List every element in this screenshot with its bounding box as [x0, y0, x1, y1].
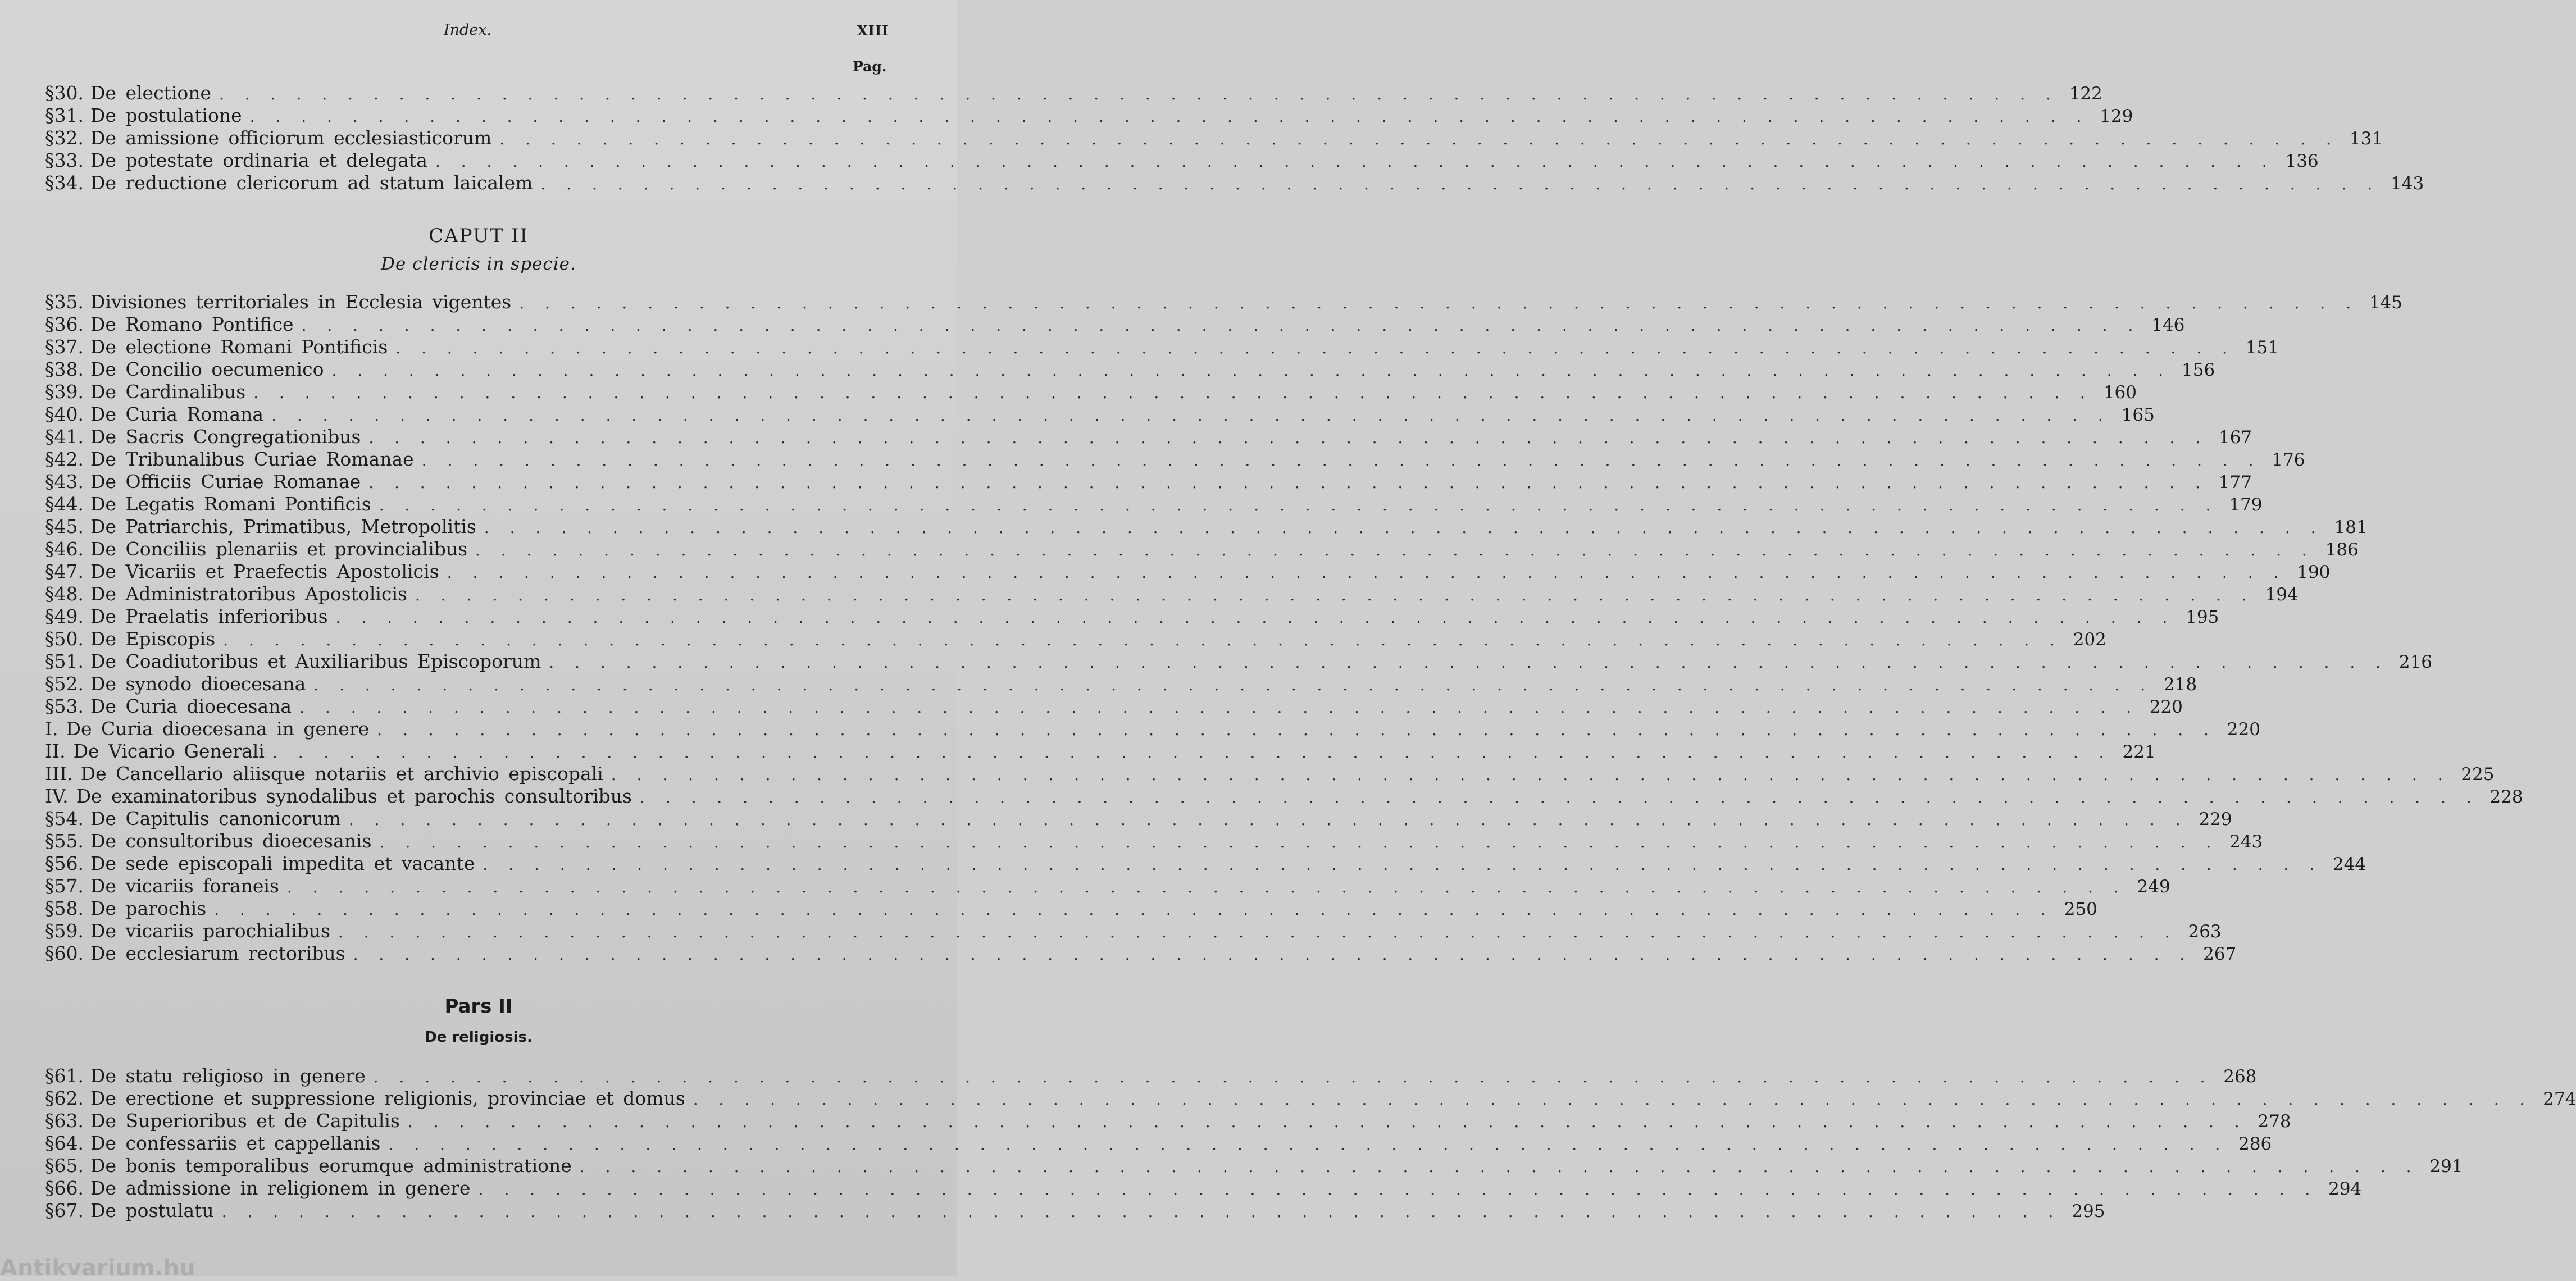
- entry-number: 36.: [54, 313, 84, 335]
- toc-entry: [45, 808, 2232, 830]
- entry-title: De bonis temporalibus eorumque administratione: [90, 1155, 572, 1177]
- section-sign: §: [45, 830, 54, 852]
- entry-page: 216: [2398, 652, 2433, 672]
- entry-title: De examinatoribus synodalibus et parochis consultoribus: [76, 785, 632, 807]
- entry-page: 195: [2186, 607, 2219, 627]
- entry-title: De Praelatis inferioribus: [90, 605, 328, 627]
- entry-number: 47.: [54, 560, 84, 582]
- dot-leader: . . . . . . . . . . . . . . . . . . . . . . . . . . . . . . . . . . . . . . . . . . . . . . . . . . . . . . . . . . . . . . . . . . . . . . . .: [223, 631, 2063, 649]
- dot-leader: . . . . . . . . . . . . . . . . . . . . . . . . . . . . . . . . . . . . . . . . . . . . . . . . . . . . . . . . . . . . . . . . . . . . . . . .: [395, 339, 2236, 357]
- entry-page: 250: [2064, 899, 2097, 919]
- toc-entry: [45, 336, 2279, 358]
- entry-page: 190: [2297, 562, 2331, 582]
- dot-leader: . . . . . . . . . . . . . . . . . . . . . . . . . . . . . . . . . . . . . . . . . . . . . . . . . . . . . . . . . . . . . . . . . . . . . . . .: [483, 855, 2323, 874]
- toc-entry: [45, 381, 2137, 403]
- section-sign: §: [45, 673, 54, 695]
- entry-title: De Conciliis plenariis et provincialibus: [90, 538, 468, 560]
- section-sign: §: [45, 516, 54, 537]
- toc-entry: [45, 1110, 2291, 1132]
- entry-title: De Superioribus et de Capitulis: [90, 1110, 400, 1132]
- toc-entry: [45, 104, 2133, 127]
- dot-leader: . . . . . . . . . . . . . . . . . . . . . . . . . . . . . . . . . . . . . . . . . . . . . . . . . . . . . . . . . . . . . . . . . . . . . . . .: [299, 698, 2139, 717]
- dot-leader: . . . . . . . . . . . . . . . . . . . . . . . . . . . . . . . . . . . . . . . . . . . . . . . . . . . . . . . . . . . . . . . . . . . . . . . .: [301, 316, 2141, 335]
- entry-title: De Vicario Generali: [73, 740, 265, 762]
- entry-page: 194: [2265, 585, 2299, 605]
- toc-entry: [45, 149, 2319, 172]
- entry-number: 52.: [54, 673, 84, 695]
- entry-title: De sede episcopali impedita et vacante: [90, 853, 475, 874]
- entry-title: De statu religioso in genere: [90, 1065, 366, 1087]
- entry-number: 49.: [54, 605, 84, 627]
- entry-page: 220: [2149, 697, 2183, 717]
- entry-title: De postulatione: [90, 104, 242, 126]
- dot-leader: . . . . . . . . . . . . . . . . . . . . . . . . . . . . . . . . . . . . . . . . . . . . . . . . . . . . . . . . . . . . . . . . . . . . . . . .: [272, 743, 2112, 762]
- entry-page: 151: [2245, 338, 2279, 358]
- section-sign: §: [45, 104, 54, 126]
- section-sign: §: [45, 1177, 54, 1199]
- entry-title: De Curia dioecesana: [90, 695, 292, 717]
- dot-leader: . . . . . . . . . . . . . . . . . . . . . . . . . . . . . . . . . . . . . . . . . . . . . . . . . . . . . . . . . . . . . . . . . . . . . . . .: [219, 85, 2059, 103]
- toc-block-3: [45, 808, 2366, 965]
- entry-page: 177: [2218, 472, 2252, 493]
- dot-leader: . . . . . . . . . . . . . . . . . . . . . . . . . . . . . . . . . . . . . . . . . . . . . . . . . . . . . . . . . . . . . . . . . . . . . . . .: [249, 107, 2090, 126]
- dot-leader: . . . . . . . . . . . . . . . . . . . . . . . . . . . . . . . . . . . . . . . . . . . . . . . . . . . . . . . . . . . . . . . . . . . . . . . .: [377, 721, 2217, 739]
- entry-title: De electione: [90, 82, 212, 104]
- entry-number: 55.: [54, 830, 84, 852]
- dot-leader: . . . . . . . . . . . . . . . . . . . . . . . . . . . . . . . . . . . . . . . . . . . . . . . . . . . . . . . . . . . . . . . . . . . . . . . .: [388, 1135, 2228, 1154]
- toc-entry: [45, 313, 2185, 336]
- entry-number: 54.: [54, 808, 84, 829]
- entry-page: 186: [2325, 540, 2359, 560]
- entry-title: De confessariis et cappellanis: [90, 1132, 381, 1154]
- dot-leader: . . . . . . . . . . . . . . . . . . . . . . . . . . . . . . . . . . . . . . . . . . . . . . . . . . . . . . . . . . . . . . . . . . . . . . . .: [353, 945, 2193, 964]
- entry-title: De Sacris Congregationibus: [90, 426, 361, 448]
- dot-leader: . . . . . . . . . . . . . . . . . . . . . . . . . . . . . . . . . . . . . . . . . . . . . . . . . . . . . . . . . . . . . . . . . . . . . . . .: [335, 608, 2176, 627]
- dot-leader: . . . . . . . . . . . . . . . . . . . . . . . . . . . . . . . . . . . . . . . . . . . . . . . . . . . . . . . . . . . . . . . . . . . . . . . .: [271, 406, 2111, 425]
- entry-page: 136: [2285, 151, 2319, 171]
- section-sign: §: [45, 942, 54, 964]
- toc-entry: [45, 127, 2383, 149]
- entry-title: De Vicariis et Praefectis Apostolicis: [90, 560, 439, 582]
- entry-page: 228: [2489, 787, 2523, 807]
- dot-leader: . . . . . . . . . . . . . . . . . . . . . . . . . . . . . . . . . . . . . . . . . . . . . . . . . . . . . . . . . . . . . . . . . . . . . . . .: [407, 1113, 2247, 1131]
- section-sign: §: [45, 695, 54, 717]
- toc-entry: [45, 493, 2263, 516]
- dot-leader: . . . . . . . . . . . . . . . . . . . . . . . . . . . . . . . . . . . . . . . . . . . . . . . . . . . . . . . . . . . . . . . . . . . . . . . .: [579, 1157, 2419, 1176]
- entry-page: 225: [2461, 764, 2495, 785]
- entry-number: 39.: [54, 381, 84, 403]
- dot-leader: . . . . . . . . . . . . . . . . . . . . . . . . . . . . . . . . . . . . . . . . . . . . . . . . . . . . . . . . . . . . . . . . . . . . . . . .: [519, 294, 2359, 312]
- section-sign: §: [45, 172, 54, 194]
- entry-page: 146: [2151, 315, 2185, 335]
- entry-number: 48.: [54, 583, 84, 605]
- entry-page: 268: [2223, 1066, 2257, 1087]
- entry-title: De Officiis Curiae Romanae: [90, 471, 361, 493]
- section-sign: §: [45, 358, 54, 380]
- pars-heading: Pars II: [444, 995, 513, 1018]
- entry-title: De Administratoribus Apostolicis: [90, 583, 407, 605]
- toc-entry: [45, 448, 2305, 471]
- entry-number: 37.: [54, 336, 84, 358]
- dot-leader: . . . . . . . . . . . . . . . . . . . . . . . . . . . . . . . . . . . . . . . . . . . . . . . . . . . . . . . . . . . . . . . . . . . . . . . .: [373, 1068, 2213, 1086]
- caput-heading: CAPUT II: [429, 225, 529, 247]
- section-sign: §: [45, 605, 54, 627]
- dot-leader: . . . . . . . . . . . . . . . . . . . . . . . . . . . . . . . . . . . . . . . . . . . . . . . . . . . . . . . . . . . . . . . . . . . . . . . .: [693, 1090, 2533, 1109]
- toc-entry: [45, 830, 2263, 853]
- dot-leader: . . . . . . . . . . . . . . . . . . . . . . . . . . . . . . . . . . . . . . . . . . . . . . . . . . . . . . . . . . . . . . . . . . . . . . . .: [331, 361, 2172, 380]
- entry-number: 63.: [54, 1110, 84, 1132]
- entry-page: 267: [2203, 944, 2237, 964]
- entry-number: 32.: [54, 127, 84, 149]
- dot-leader: . . . . . . . . . . . . . . . . . . . . . . . . . . . . . . . . . . . . . . . . . . . . . . . . . . . . . . . . . . . . . . . . . . . . . . . .: [368, 428, 2209, 447]
- toc-entry: [45, 1065, 2257, 1087]
- entry-title: De Cancellario aliisque notariis et archivio episcopali: [80, 763, 603, 785]
- entry-number: 31.: [54, 104, 84, 126]
- entry-title: De admissione in religionem in genere: [90, 1177, 471, 1199]
- dot-leader: . . . . . . . . . . . . . . . . . . . . . . . . . . . . . . . . . . . . . . . . . . . . . . . . . . . . . . . . . . . . . . . . . . . . . . . .: [421, 451, 2261, 469]
- entry-page: 165: [2121, 405, 2155, 425]
- dot-leader: . . . . . . . . . . . . . . . . . . . . . . . . . . . . . . . . . . . . . . . . . . . . . . . . . . . . . . . . . . . . . . . . . . . . . . . .: [379, 496, 2219, 514]
- toc-entry: [45, 172, 2424, 194]
- entry-number: 51.: [54, 650, 84, 672]
- section-sign: §: [45, 313, 54, 335]
- caput-subtitle: De clericis in specie.: [381, 254, 576, 274]
- entry-title: De Patriarchis, Primatibus, Metropolitis: [90, 516, 476, 537]
- toc-block-2: [45, 291, 2433, 718]
- entry-page: 220: [2227, 719, 2260, 740]
- entry-page: 263: [2188, 922, 2222, 942]
- dot-leader: . . . . . . . . . . . . . . . . . . . . . . . . . . . . . . . . . . . . . . . . . . . . . . . . . . . . . . . . . . . . . . . . . . . . . . . .: [368, 473, 2208, 492]
- section-sign: §: [45, 538, 54, 560]
- section-sign: §: [45, 1065, 54, 1087]
- toc-entry: [45, 403, 2155, 426]
- entry-title: De electione Romani Pontificis: [90, 336, 388, 358]
- entry-page: 131: [2349, 129, 2383, 149]
- entry-number: 67.: [54, 1200, 84, 1221]
- entry-page: 179: [2229, 495, 2263, 515]
- toc-entry: [45, 897, 2097, 920]
- section-sign: §: [45, 426, 54, 448]
- toc-entry: [45, 875, 2170, 897]
- entry-number: 34.: [54, 172, 84, 194]
- entry-title: De consultoribus dioecesanis: [90, 830, 372, 852]
- dot-leader: . . . . . . . . . . . . . . . . . . . . . . . . . . . . . . . . . . . . . . . . . . . . . . . . . . . . . . . . . . . . . . . . . . . . . . . .: [549, 653, 2389, 672]
- entry-number: 35.: [54, 291, 84, 313]
- dot-leader: . . . . . . . . . . . . . . . . . . . . . . . . . . . . . . . . . . . . . . . . . . . . . . . . . . . . . . . . . . . . . . . . . . . . . . . .: [447, 563, 2287, 582]
- section-sign: §: [45, 650, 54, 672]
- section-sign: §: [45, 291, 54, 313]
- section-sign: §: [45, 875, 54, 897]
- dot-leader: . . . . . . . . . . . . . . . . . . . . . . . . . . . . . . . . . . . . . . . . . . . . . . . . . . . . . . . . . . . . . . . . . . . . . . . .: [540, 175, 2381, 193]
- entry-number: 65.: [54, 1155, 84, 1177]
- section-sign: §: [45, 1110, 54, 1132]
- entry-roman: IV.: [45, 785, 69, 807]
- section-sign: §: [45, 628, 54, 650]
- entry-number: 66.: [54, 1177, 84, 1199]
- section-sign: §: [45, 1087, 54, 1109]
- dot-leader: . . . . . . . . . . . . . . . . . . . . . . . . . . . . . . . . . . . . . . . . . . . . . . . . . . . . . . . . . . . . . . . . . . . . . . . .: [286, 878, 2127, 896]
- pars-subtitle: De religiosis.: [425, 1029, 533, 1046]
- entry-page: 129: [2100, 106, 2133, 126]
- entry-title: De potestate ordinaria et delegata: [90, 149, 427, 171]
- entry-title: De Legatis Romani Pontificis: [90, 493, 371, 515]
- toc-entry: [45, 1155, 2463, 1177]
- toc-entry: [45, 471, 2252, 493]
- toc-entry: [45, 763, 2495, 785]
- entry-number: 45.: [54, 516, 84, 537]
- toc-entry: [45, 785, 2523, 808]
- section-sign: §: [45, 381, 54, 403]
- entry-number: 56.: [54, 853, 84, 874]
- section-sign: §: [45, 82, 54, 104]
- entry-number: 30.: [54, 82, 84, 104]
- toc-entry: [45, 1200, 2105, 1222]
- entry-title: De Romano Pontifice: [90, 313, 294, 335]
- entry-number: 57.: [54, 875, 84, 897]
- toc-entry: [45, 1132, 2272, 1155]
- entry-title: De vicariis foraneis: [90, 875, 279, 897]
- dot-leader: . . . . . . . . . . . . . . . . . . . . . . . . . . . . . . . . . . . . . . . . . . . . . . . . . . . . . . . . . . . . . . . . . . . . . . . .: [221, 1202, 2061, 1221]
- entry-page: 176: [2272, 450, 2305, 470]
- toc-entry: [45, 583, 2299, 605]
- entry-page: 156: [2182, 360, 2215, 380]
- page-number: XIII: [857, 22, 889, 39]
- entry-title: De Tribunalibus Curiae Romanae: [90, 448, 414, 470]
- entry-page: 278: [2258, 1111, 2291, 1132]
- dot-leader: . . . . . . . . . . . . . . . . . . . . . . . . . . . . . . . . . . . . . . . . . . . . . . . . . . . . . . . . . . . . . . . . . . . . . . . .: [478, 1180, 2318, 1198]
- entry-page: 295: [2072, 1201, 2105, 1221]
- toc-entry: [45, 560, 2331, 583]
- toc-entry: [45, 695, 2183, 718]
- entry-number: 33.: [54, 149, 84, 171]
- section-sign: §: [45, 336, 54, 358]
- dot-leader: . . . . . . . . . . . . . . . . . . . . . . . . . . . . . . . . . . . . . . . . . . . . . . . . . . . . . . . . . . . . . . . . . . . . . . . .: [475, 541, 2315, 559]
- entry-title: De amissione officiorum ecclesiasticorum: [90, 127, 492, 149]
- entry-page: 181: [2334, 517, 2368, 537]
- entry-roman: I.: [45, 718, 58, 740]
- toc-entry: [45, 1177, 2362, 1200]
- entry-title: De Curia Romana: [90, 403, 264, 425]
- entry-roman: II.: [45, 740, 66, 762]
- toc-entry: [45, 740, 2156, 763]
- toc-entry: [45, 718, 2260, 740]
- entry-title: De vicariis parochialibus: [90, 920, 330, 942]
- entry-title: De Curia dioecesana in genere: [66, 718, 370, 740]
- section-sign: §: [45, 403, 54, 425]
- toc-entry: [45, 516, 2368, 538]
- toc-block-2-sub: [45, 718, 2523, 808]
- entry-number: 42.: [54, 448, 84, 470]
- entry-number: 61.: [54, 1065, 84, 1087]
- dot-leader: . . . . . . . . . . . . . . . . . . . . . . . . . . . . . . . . . . . . . . . . . . . . . . . . . . . . . . . . . . . . . . . . . . . . . . . .: [348, 810, 2188, 829]
- entry-page: 122: [2069, 84, 2102, 104]
- entry-page: 145: [2369, 293, 2402, 313]
- dot-leader: . . . . . . . . . . . . . . . . . . . . . . . . . . . . . . . . . . . . . . . . . . . . . . . . . . . . . . . . . . . . . . . . . . . . . . . .: [484, 518, 2324, 537]
- entry-page: 291: [2429, 1156, 2463, 1177]
- entry-number: 44.: [54, 493, 84, 515]
- toc-entry: [45, 291, 2402, 313]
- toc-entry: [45, 942, 2237, 965]
- toc-entry: [45, 538, 2359, 560]
- entry-page: 221: [2122, 742, 2156, 762]
- entry-number: 50.: [54, 628, 84, 650]
- entry-page: 229: [2199, 809, 2232, 829]
- entry-page: 243: [2229, 832, 2263, 852]
- entry-title: De postulatu: [90, 1200, 214, 1221]
- entry-number: 58.: [54, 897, 84, 919]
- section-sign: §: [45, 448, 54, 470]
- entry-number: 62.: [54, 1087, 84, 1109]
- entry-page: 286: [2238, 1134, 2272, 1154]
- entry-title: De Cardinalibus: [90, 381, 246, 403]
- entry-page: 244: [2332, 854, 2366, 874]
- running-head: [0, 21, 957, 44]
- entry-title: De reductione clericorum ad statum laicalem: [90, 172, 533, 194]
- section-sign: §: [45, 583, 54, 605]
- toc-entry: [45, 358, 2215, 381]
- section-sign: §: [45, 149, 54, 171]
- toc-entry: [45, 628, 2106, 650]
- section-sign: §: [45, 897, 54, 919]
- section-sign: §: [45, 1155, 54, 1177]
- entry-number: 60.: [54, 942, 84, 964]
- section-sign: §: [45, 560, 54, 582]
- entry-page: 274: [2543, 1089, 2576, 1109]
- entry-title: De Capitulis canonicorum: [90, 808, 341, 829]
- entry-title: De ecclesiarum rectoribus: [90, 942, 345, 964]
- entry-title: Divisiones territoriales in Ecclesia vigentes: [90, 291, 512, 313]
- entry-page: 249: [2137, 877, 2170, 897]
- section-sign: §: [45, 920, 54, 942]
- running-title: Index.: [444, 21, 492, 39]
- toc-entry: [45, 673, 2197, 695]
- toc-entry: [45, 82, 2102, 104]
- entry-page: 202: [2073, 630, 2106, 650]
- section-sign: §: [45, 471, 54, 493]
- entry-page: 167: [2218, 427, 2252, 448]
- toc-entry: [45, 426, 2252, 448]
- entry-number: 41.: [54, 426, 84, 448]
- dot-leader: . . . . . . . . . . . . . . . . . . . . . . . . . . . . . . . . . . . . . . . . . . . . . . . . . . . . . . . . . . . . . . . . . . . . . . . .: [415, 586, 2255, 604]
- entry-title: De erectione et suppressione religionis, provinciae et domus: [90, 1087, 685, 1109]
- entry-page: 218: [2163, 674, 2197, 695]
- dot-leader: . . . . . . . . . . . . . . . . . . . . . . . . . . . . . . . . . . . . . . . . . . . . . . . . . . . . . . . . . . . . . . . . . . . . . . . .: [435, 152, 2275, 171]
- toc-entry: [45, 650, 2433, 673]
- dot-leader: . . . . . . . . . . . . . . . . . . . . . . . . . . . . . . . . . . . . . . . . . . . . . . . . . . . . . . . . . . . . . . . . . . . . . . . .: [313, 676, 2154, 694]
- section-sign: §: [45, 127, 54, 149]
- entry-title: De Episcopis: [90, 628, 216, 650]
- toc-entry: [45, 920, 2222, 942]
- dot-leader: . . . . . . . . . . . . . . . . . . . . . . . . . . . . . . . . . . . . . . . . . . . . . . . . . . . . . . . . . . . . . . . . . . . . . . . .: [611, 765, 2451, 784]
- entry-title: De Concilio oecumenico: [90, 358, 324, 380]
- dot-leader: . . . . . . . . . . . . . . . . . . . . . . . . . . . . . . . . . . . . . . . . . . . . . . . . . . . . . . . . . . . . . . . . . . . . . . . .: [253, 384, 2093, 402]
- entry-page: 160: [2103, 382, 2137, 403]
- pag-label: Pag.: [853, 58, 887, 75]
- entry-number: 40.: [54, 403, 84, 425]
- toc-block-1: [45, 82, 2424, 194]
- entry-number: 53.: [54, 695, 84, 717]
- dot-leader: . . . . . . . . . . . . . . . . . . . . . . . . . . . . . . . . . . . . . . . . . . . . . . . . . . . . . . . . . . . . . . . . . . . . . . . .: [379, 833, 2219, 851]
- section-sign: §: [45, 493, 54, 515]
- entry-title: De synodo dioecesana: [90, 673, 306, 695]
- dot-leader: . . . . . . . . . . . . . . . . . . . . . . . . . . . . . . . . . . . . . . . . . . . . . . . . . . . . . . . . . . . . . . . . . . . . . . . .: [214, 900, 2054, 919]
- section-sign: §: [45, 1132, 54, 1154]
- entry-number: 59.: [54, 920, 84, 942]
- toc-entry: [45, 605, 2219, 628]
- dot-leader: . . . . . . . . . . . . . . . . . . . . . . . . . . . . . . . . . . . . . . . . . . . . . . . . . . . . . . . . . . . . . . . . . . . . . . . .: [499, 130, 2340, 148]
- section-sign: §: [45, 808, 54, 829]
- entry-number: 46.: [54, 538, 84, 560]
- entry-number: 43.: [54, 471, 84, 493]
- entry-roman: III.: [45, 763, 73, 785]
- entry-title: De parochis: [90, 897, 207, 919]
- entry-page: 294: [2328, 1179, 2362, 1199]
- toc-block-4: [45, 1065, 2576, 1222]
- section-sign: §: [45, 853, 54, 874]
- toc-entry: [45, 1087, 2576, 1110]
- toc-entry: [45, 853, 2366, 875]
- dot-leader: . . . . . . . . . . . . . . . . . . . . . . . . . . . . . . . . . . . . . . . . . . . . . . . . . . . . . . . . . . . . . . . . . . . . . . . .: [639, 788, 2479, 806]
- section-sign: §: [45, 1200, 54, 1221]
- entry-title: De Coadiutoribus et Auxiliaribus Episcoporum: [90, 650, 541, 672]
- dot-leader: . . . . . . . . . . . . . . . . . . . . . . . . . . . . . . . . . . . . . . . . . . . . . . . . . . . . . . . . . . . . . . . . . . . . . . . .: [338, 923, 2178, 941]
- entry-number: 64.: [54, 1132, 84, 1154]
- entry-page: 143: [2391, 174, 2424, 194]
- watermark: Antikvarium.hu: [0, 1255, 195, 1281]
- entry-number: 38.: [54, 358, 84, 380]
